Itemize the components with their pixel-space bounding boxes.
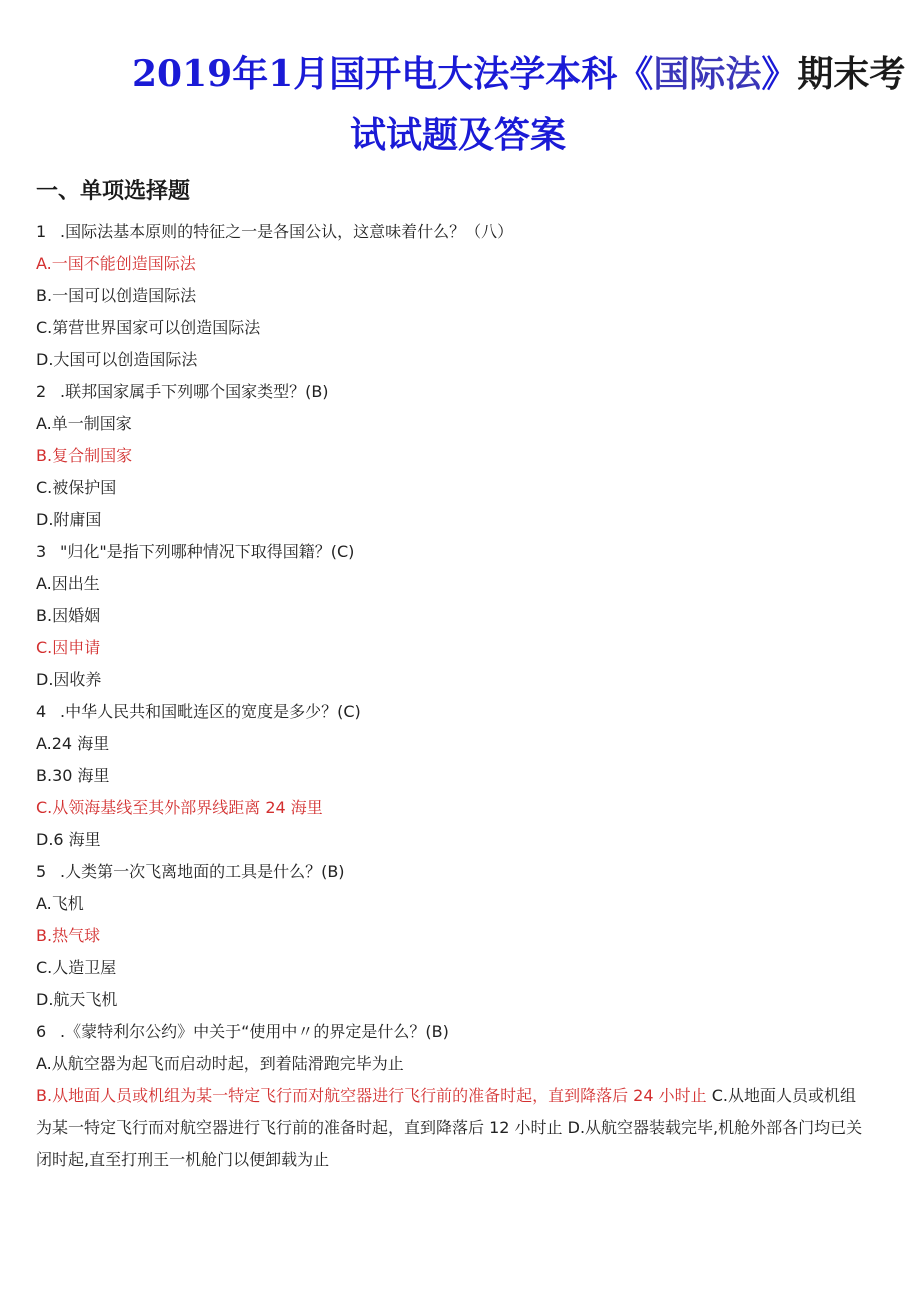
question-4 bbox=[36, 696, 876, 728]
q4-option-d: D.6 海里 bbox=[36, 830, 101, 849]
title-year: 2019 bbox=[132, 53, 233, 95]
question-1 bbox=[36, 216, 876, 248]
question-5 bbox=[36, 856, 876, 888]
question-text: .人类第一次飞离地面的工具是什么？(B) bbox=[60, 862, 345, 881]
question-number: 4 bbox=[36, 702, 47, 721]
q5-option-a: A.飞机 bbox=[36, 894, 84, 913]
q6-options-paragraph bbox=[36, 1080, 870, 1176]
q4-option-b: B.30 海里 bbox=[36, 766, 110, 785]
q5-option-c: C.人造卫屋 bbox=[36, 958, 117, 977]
q5-option-d: D.航天飞机 bbox=[36, 990, 118, 1009]
q6-option-b-answer: B.从地面人员或机组为某一特定飞行而对航空器进行飞行前的准备时起，直到降落后 24 小时止 bbox=[36, 1086, 707, 1105]
title-book-name: 国际法 bbox=[653, 54, 762, 95]
q1-option-a-answer: A.一国不能创造国际法 bbox=[36, 254, 196, 273]
q6-option-a: A.从航空器为起飞而启动时起，到着陆滑跑完毕为止 bbox=[36, 1054, 404, 1073]
question-number: 6 bbox=[36, 1022, 47, 1041]
question-text: .《蒙特利尔公约》中关于“使用中〃的界定是什么？(B) bbox=[60, 1022, 449, 1041]
q3-option-c-answer: C.因申请 bbox=[36, 638, 101, 657]
question-2 bbox=[36, 376, 876, 408]
q3-option-d: D.因收养 bbox=[36, 670, 102, 689]
q2-option-d: D.附庸国 bbox=[36, 510, 102, 529]
q3-option-a: A.因出生 bbox=[36, 574, 100, 593]
document-title-line2: 试试题及答案 bbox=[350, 115, 567, 156]
section-heading: 一、单项选择题 bbox=[36, 179, 191, 204]
question-text: .联邦国家属手下列哪个国家类型？(B) bbox=[60, 382, 329, 401]
title-text-blue: 月国开电大法学本科 bbox=[293, 54, 618, 95]
title-book-close: 》 bbox=[761, 54, 798, 95]
q5-option-b-answer: B.热气球 bbox=[36, 926, 101, 945]
question-number: 1 bbox=[36, 222, 47, 241]
q1-option-d: D.大国可以创造国际法 bbox=[36, 350, 198, 369]
question-number: 2 bbox=[36, 382, 47, 401]
title-month: 1 bbox=[268, 53, 294, 95]
q1-option-b: B.一国可以创造国际法 bbox=[36, 286, 197, 305]
q2-option-b-answer: B.复合制国家 bbox=[36, 446, 133, 465]
q4-option-a: A.24 海里 bbox=[36, 734, 110, 753]
question-number: 3 bbox=[36, 542, 47, 561]
q1-option-c: C.第营世界国家可以创造国际法 bbox=[36, 318, 261, 337]
q2-option-c: C.被保护国 bbox=[36, 478, 117, 497]
question-number: 5 bbox=[36, 862, 47, 881]
q4-option-c-answer: C.从领海基线至其外部界线距离 24 海里 bbox=[36, 798, 323, 817]
question-6 bbox=[36, 1016, 876, 1048]
question-text: "归化"是指下列哪种情况下取得国籍？(C) bbox=[60, 542, 355, 561]
question-3 bbox=[36, 536, 876, 568]
question-text: .国际法基本原则的特征之一是各国公认，这意味着什么？（八） bbox=[60, 222, 514, 241]
title-text-dark: 期末考 bbox=[797, 54, 906, 95]
question-text: .中华人民共和国毗连区的宽度是多少？(C) bbox=[60, 702, 361, 721]
title-book-open: 《 bbox=[617, 54, 654, 95]
question-list bbox=[36, 216, 876, 1176]
q3-option-b: B.因婚姻 bbox=[36, 606, 101, 625]
q2-option-a: A.单一制国家 bbox=[36, 414, 132, 433]
document-title bbox=[132, 52, 905, 97]
q6-options-c-d: C.从地面人员或机组为某一特定飞行而对航空器进行飞行前的准备时起，直到降落后 12 小时止 D.从航空器装载完毕,机舱外部各门均已关闭时起,直至打刑王一机舱门以便卸载为止 bbox=[36, 1086, 863, 1169]
title-year-char: 年 bbox=[232, 54, 269, 95]
